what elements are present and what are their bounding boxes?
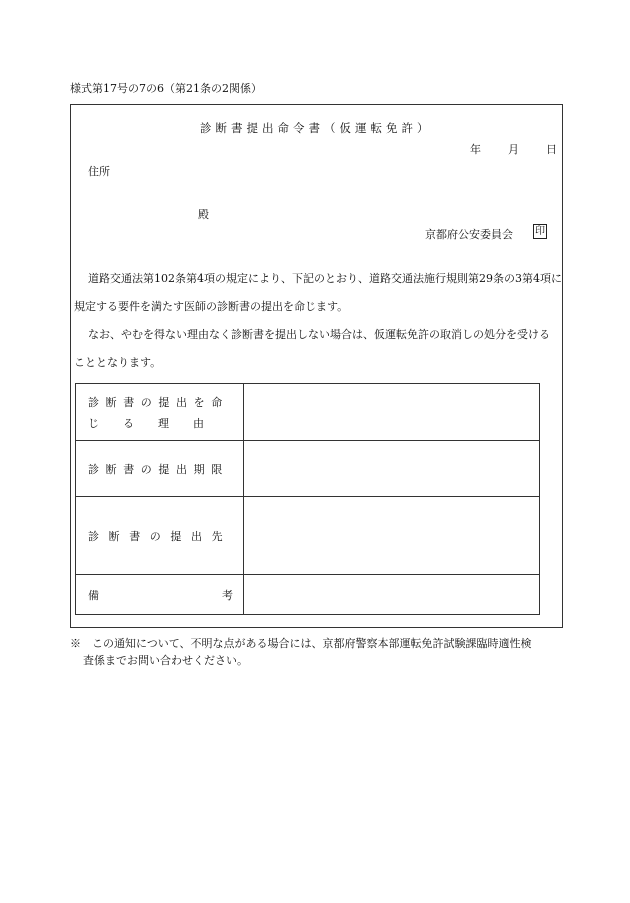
destination-label-cell: [76, 497, 244, 575]
reason-label-text-1: 診断書の提出を命: [88, 395, 229, 409]
details-table: [75, 383, 540, 615]
date-line: [470, 141, 557, 157]
day-label: 日: [546, 143, 557, 156]
footnote-line-1: ※ この通知について、不明な点がある場合には、京都府警察本部運転免許試験課臨時適性検: [70, 637, 532, 650]
issuer-name: 京都府公安委員会: [425, 228, 513, 241]
table-row: [76, 384, 540, 441]
reason-label-cell: [76, 384, 244, 441]
paragraph-2-line-1: なお、やむを得ない理由なく診断書を提出しない場合は、仮運転免許の取消しの処分を受ける: [88, 328, 550, 341]
address-label: 住所: [88, 165, 110, 178]
reason-value-cell[interactable]: [244, 384, 540, 441]
deadline-label-cell: [76, 441, 244, 497]
reason-label-text-2: じる理由: [88, 416, 228, 430]
remarks-label-right: 考: [222, 588, 233, 602]
table-row: [76, 575, 540, 615]
reason-label-line-1: [88, 394, 233, 410]
table-row: [76, 441, 540, 497]
paragraph-2-line-2: こととなります。: [74, 356, 162, 369]
paragraph-1-line-1: 道路交通法第102条第4項の規定により、下記のとおり、道路交通法施行規則第29条の3第4項に: [88, 272, 562, 285]
remarks-label-cell: [76, 575, 244, 615]
month-label: 月: [508, 143, 519, 156]
destination-label: 診断書の提出先: [88, 529, 233, 543]
honorific-dono: 殿: [198, 208, 209, 221]
year-label: 年: [470, 143, 481, 156]
document-title: 診断書提出命令書（仮運転免許）: [200, 121, 433, 135]
destination-value-cell[interactable]: [244, 497, 540, 575]
table-row: [76, 497, 540, 575]
footnote-line-2: 査係までお問い合わせください。: [83, 654, 248, 667]
remarks-value-cell[interactable]: [244, 575, 540, 615]
remarks-label: [88, 587, 233, 603]
deadline-label: 診断書の提出期限: [88, 462, 229, 476]
reason-label-line-2: [88, 415, 233, 431]
seal-mark: 印: [535, 226, 545, 237]
remarks-label-left: 備: [88, 588, 99, 602]
form-number: 様式第17号の7の6（第21条の2関係）: [70, 82, 262, 95]
deadline-value-cell[interactable]: [244, 441, 540, 497]
paragraph-1-line-2: 規定する要件を満たす医師の診断書の提出を命じます。: [74, 300, 349, 313]
